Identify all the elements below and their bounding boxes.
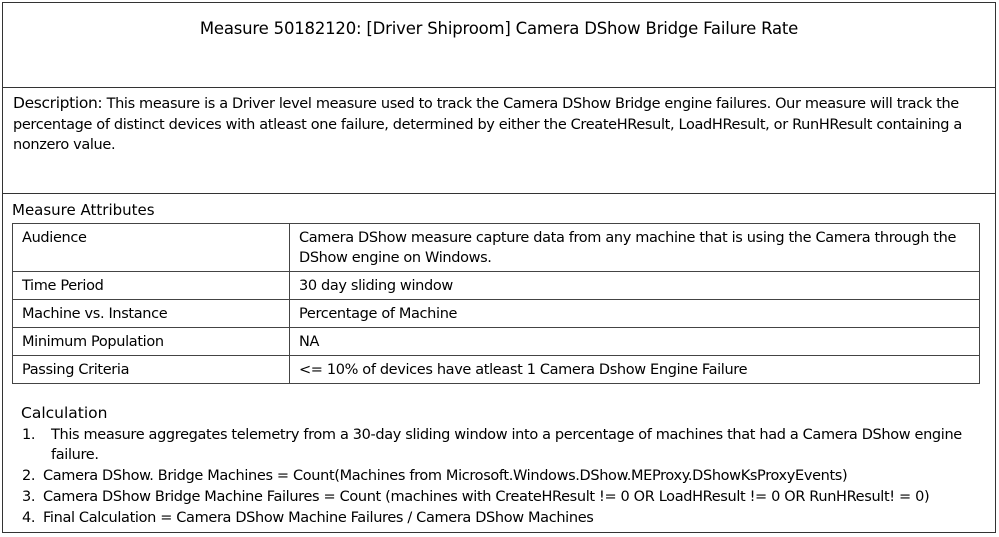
page-title: Measure 50182120: [Driver Shiproom] Camera DShow Bridge Failure Rate [199,19,799,38]
list-number: 4. [22,510,36,526]
description-label: Description: [13,94,103,112]
list-text: Final Calculation = Camera DShow Machine Failures / Camera DShow Machines [43,510,594,526]
list-text: This measure aggregates telemetry from a 30-day sliding window into a percentage of machines that had a Camera DShow engine failure. [51,427,962,463]
table-row [13,300,980,328]
attribute-value: Percentage of Machine [290,300,980,328]
attribute-value: <= 10% of devices have atleast 1 Camera Dshow Engine Failure [290,356,980,384]
list-text: Camera DShow Bridge Machine Failures = Count (machines with CreateHResult != 0 OR LoadHResult != 0 OR RunHResult! = 0) [43,489,930,505]
calculation-list [22,425,982,529]
description [13,93,988,156]
attribute-key: Minimum Population [13,328,290,356]
attributes-table [12,223,980,384]
list-number: 3. [22,489,36,505]
table-row [13,356,980,384]
attribute-key: Time Period [13,272,290,300]
attribute-value: NA [290,328,980,356]
table-row [13,328,980,356]
list-item [22,466,982,486]
attributes-title: Measure Attributes [12,201,155,219]
list-number: 2. [22,468,36,484]
list-item [22,425,982,465]
calculation-title: Calculation [21,404,108,422]
table-row [13,272,980,300]
attribute-value: 30 day sliding window [290,272,980,300]
attribute-key: Machine vs. Instance [13,300,290,328]
description-section [2,88,996,194]
description-text: This measure is a Driver level measure used to track the Camera DShow Bridge engine failures. Our measure will track the percentage of distinct devices with atleast one failure, determined by either the CreateHResult, LoadHResult, or RunHResult containing a nonzero value. [13,96,962,153]
title-section [2,2,996,88]
attribute-key: Passing Criteria [13,356,290,384]
list-item [22,508,982,528]
table-row [13,224,980,272]
attribute-value: Camera DShow measure capture data from any machine that is using the Camera through the DShow engine on Windows. [290,224,980,272]
list-item [22,487,982,507]
list-number: 1. [22,427,36,443]
list-text: Camera DShow. Bridge Machines = Count(Machines from Microsoft.Windows.DShow.MEProxy.DShowKsProxyEvents) [43,468,848,484]
attribute-key: Audience [13,224,290,272]
